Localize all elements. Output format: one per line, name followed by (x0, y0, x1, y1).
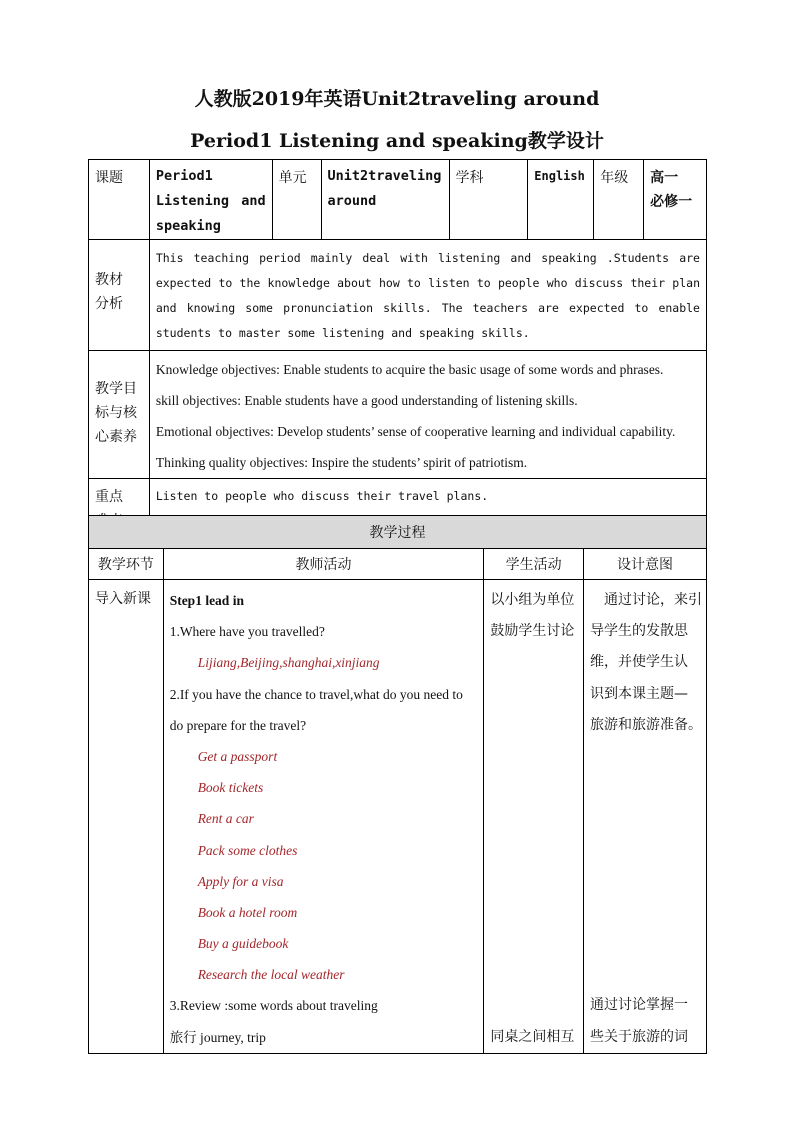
lesson-label: 课题 (89, 160, 150, 240)
student-line: 鼓励学生讨论 (490, 623, 575, 640)
grade-value: 高一 必修一 (644, 160, 707, 240)
analysis-text: This teaching period mainly deal with listening and speaking .Students are expected to the knowledge about how to listen to people who discuss their plan and knowing some pronunciation skills. The teachers are expected to enable students to master some listening and speaking skills. (149, 240, 706, 351)
header-student: 学生活动 (484, 549, 584, 580)
teacher-line: Lijiang,Beijing,shanghai,xinjiang (197, 655, 380, 671)
student-line (490, 959, 579, 990)
purpose-line: 维，并使学生认 (589, 654, 688, 671)
objectives-label: 教学目 标与核 心素养 (89, 351, 150, 479)
subject-value: English (528, 160, 594, 240)
student-line (490, 897, 579, 928)
lesson-value: Period1 Listening and speaking (149, 160, 272, 240)
purpose-line: 识到本课主题— (589, 685, 688, 702)
objectives-list (149, 351, 706, 479)
subject-label: 学科 (449, 160, 528, 240)
unit-value: Unit2traveling around (321, 160, 449, 240)
teacher-line: Research the local weather (197, 967, 345, 983)
student-line (490, 835, 579, 866)
analysis-label: 教材 分析 (89, 240, 150, 351)
student-line (490, 772, 579, 803)
teacher-line: Apply for a visa (197, 873, 284, 889)
unit-label: 单元 (272, 160, 321, 240)
purpose-line: 通过讨论掌握一 (589, 997, 688, 1014)
header-purpose: 设计意图 (583, 549, 706, 580)
objective-item: Knowledge objectives: Enable students to acquire the basic usage of some words and phrases. (155, 362, 664, 377)
document-title-line1: 人教版2019年英语Unit2traveling around (194, 88, 600, 110)
purpose-line (590, 741, 702, 772)
student-line (490, 679, 579, 710)
header-segment: 教学环节 (89, 549, 164, 580)
key-point-item: Listen to people who discuss their travel plans. (155, 489, 489, 503)
objective-item: Thinking quality objectives: Inspire the students’ spirit of patriotism. (155, 455, 528, 470)
purpose-line (590, 866, 702, 897)
purpose-line: 些关于旅游的词 (589, 1028, 688, 1045)
teacher-line: Pack some clothes (197, 842, 298, 858)
purpose-line: 旅游和旅游准备。 (589, 716, 702, 733)
student-line: 以小组为单位 (490, 592, 575, 608)
teacher-line: 2.If you have the chance to travel,what do you need to (169, 686, 463, 702)
student-line (490, 803, 579, 834)
teacher-line: do prepare for the travel? (169, 717, 307, 733)
lesson-info-table (88, 159, 707, 535)
purpose-line (590, 897, 702, 928)
purpose-line (590, 835, 702, 866)
purpose-line (590, 959, 702, 990)
teacher-line: 1.Where have you travelled? (169, 624, 325, 640)
teaching-process-table (88, 515, 707, 1054)
student-line (490, 928, 579, 959)
student-line: 同桌之间相互 (490, 1028, 575, 1045)
teacher-line: 3.Review :some words about traveling (169, 998, 378, 1014)
teacher-line: Get a passport (197, 748, 278, 764)
header-teacher: 教师活动 (163, 549, 484, 580)
student-line (490, 866, 579, 897)
key-points-label: 重点 (89, 479, 150, 535)
purpose-line: 导学生的发散思 (589, 623, 688, 640)
student-line (490, 990, 579, 1021)
student-activity-cell (484, 580, 584, 1054)
objective-item: Emotional objectives: Develop students’ sense of cooperative learning and individual capability. (155, 424, 676, 439)
teacher-line: Book a hotel room (197, 904, 298, 920)
grade-label: 年级 (594, 160, 644, 240)
objective-item: skill objectives: Enable students have a good understanding of listening skills. (155, 393, 578, 408)
teacher-line: Buy a guidebook (197, 936, 289, 952)
teacher-activity-cell (163, 580, 484, 1054)
teacher-line: Book tickets (197, 780, 264, 796)
document-title-line2: Period1 Listening and speaking教学设计 (190, 130, 604, 152)
teacher-line: Rent a car (197, 811, 254, 827)
purpose-line (590, 803, 702, 834)
student-line (490, 741, 579, 772)
student-line (490, 710, 579, 741)
segment-name: 导入新课 (89, 580, 164, 1054)
design-purpose-cell (583, 580, 706, 1054)
process-band-title: 教学过程 (89, 516, 707, 549)
teacher-line: Step1 lead in (169, 593, 244, 608)
purpose-line (590, 928, 702, 959)
purpose-line: 通过讨论，来引 (589, 592, 702, 608)
teacher-line: 旅行 journey, trip (169, 1029, 266, 1045)
purpose-line (590, 772, 702, 803)
student-line (490, 647, 579, 678)
